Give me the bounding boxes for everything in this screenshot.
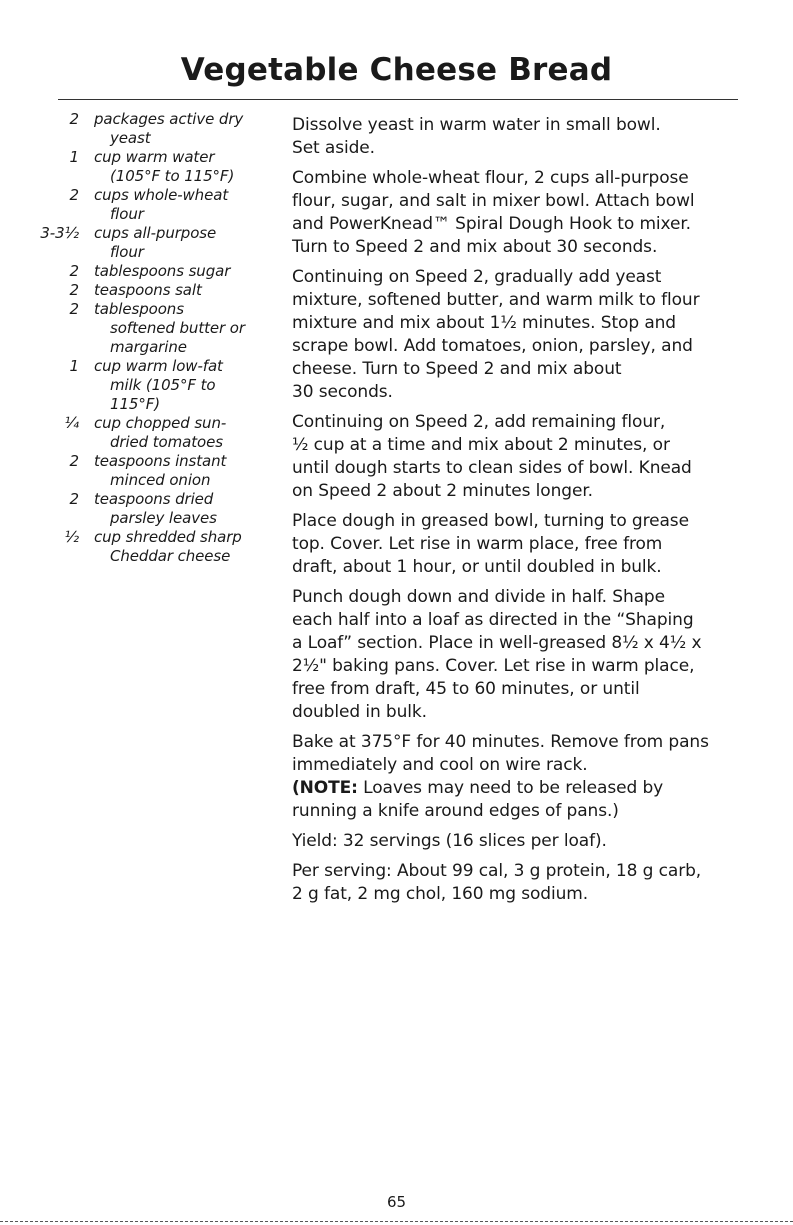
direction-line: cheese. Turn to Speed 2 and mix about — [292, 359, 622, 379]
direction-line: flour, sugar, and salt in mixer bowl. Attach bowl — [292, 191, 695, 211]
ingredient-text — [94, 148, 264, 186]
ingredient-item — [20, 148, 290, 186]
direction-line: ½ cup at a time and mix about 2 minutes, or — [292, 435, 670, 455]
bake-paragraph — [292, 731, 742, 823]
direction-line: mixture, softened butter, and warm milk to flour — [292, 290, 700, 310]
ingredient-line: cup warm low-fat — [94, 357, 223, 375]
ingredient-line: cups all-purpose — [94, 224, 217, 242]
ingredient-text — [94, 186, 264, 224]
ingredient-text — [94, 528, 264, 566]
ingredient-quantity: 2 — [69, 490, 79, 508]
direction-line: each half into a loaf as directed in the “Shaping — [292, 610, 694, 630]
ingredient-quantity: 1 — [69, 357, 79, 375]
ingredient-line: flour — [110, 205, 144, 223]
direction-line: top. Cover. Let rise in warm place, free from — [292, 534, 663, 554]
ingredient-text — [94, 490, 264, 528]
ingredient-line: tablespoons — [94, 300, 184, 318]
ingredient-line: Cheddar cheese — [110, 547, 231, 565]
ingredient-line: packages active dry — [94, 110, 244, 128]
ingredient-item — [20, 452, 290, 490]
ingredient-item — [20, 490, 290, 528]
ingredient-quantity: 2 — [69, 281, 79, 299]
ingredient-item — [20, 528, 290, 566]
ingredient-line: dried tomatoes — [110, 433, 223, 451]
direction-paragraph — [292, 167, 742, 259]
direction-line: scrape bowl. Add tomatoes, onion, parsley, and — [292, 336, 693, 356]
direction-line: Dissolve yeast in warm water in small bowl. — [292, 115, 661, 135]
ingredient-text — [94, 110, 264, 148]
ingredient-item — [20, 357, 290, 414]
direction-line: Turn to Speed 2 and mix about 30 seconds. — [292, 237, 658, 257]
yield-text: Yield: 32 servings (16 slices per loaf). — [292, 831, 607, 851]
ingredient-line: cup chopped sun- — [94, 414, 227, 432]
ingredient-line: tablespoons sugar — [94, 262, 231, 280]
ingredient-text — [94, 452, 264, 490]
ingredient-item — [20, 262, 290, 281]
direction-line: until dough starts to clean sides of bowl. Knead — [292, 458, 692, 478]
ingredient-line: flour — [110, 243, 144, 261]
ingredient-text — [94, 281, 264, 300]
ingredient-quantity: 2 — [69, 262, 79, 280]
ingredient-line: teaspoons dried — [94, 490, 214, 508]
ingredient-line: softened butter or — [110, 319, 245, 337]
ingredient-line: parsley leaves — [110, 509, 217, 527]
ingredient-quantity: 2 — [69, 186, 79, 204]
directions — [292, 114, 742, 913]
ingredient-text — [94, 357, 264, 414]
direction-line: draft, about 1 hour, or until doubled in bulk. — [292, 557, 662, 577]
ingredient-line: margarine — [110, 338, 187, 356]
direction-line: 2½" baking pans. Cover. Let rise in warm place, — [292, 656, 695, 676]
ingredient-quantity: 3-3½ — [40, 224, 79, 242]
ingredient-line: teaspoons instant — [94, 452, 227, 470]
page-title: Vegetable Cheese Bread — [180, 52, 613, 88]
note-label: (NOTE: — [292, 778, 358, 798]
direction-line: Combine whole-wheat flour, 2 cups all-purpose — [292, 168, 689, 188]
ingredient-item — [20, 300, 290, 357]
ingredient-item — [20, 414, 290, 452]
direction-line: 30 seconds. — [292, 382, 393, 402]
direction-line: Continuing on Speed 2, add remaining flour, — [292, 412, 666, 432]
ingredient-text — [94, 414, 264, 452]
direction-paragraph — [292, 114, 742, 160]
note-text: Loaves may need to be released by — [357, 778, 664, 798]
ingredient-line: yeast — [110, 129, 151, 147]
direction-line: Continuing on Speed 2, gradually add yeast — [292, 267, 662, 287]
ingredient-quantity: 2 — [69, 300, 79, 318]
ingredient-item — [20, 224, 290, 262]
ingredient-line: milk (105°F to — [110, 376, 216, 394]
ingredient-item — [20, 110, 290, 148]
ingredient-quantity: ½ — [64, 528, 79, 546]
direction-line: mixture and mix about 1½ minutes. Stop and — [292, 313, 677, 333]
ingredient-line: (105°F to 115°F) — [110, 167, 235, 185]
page-bottom-border — [0, 1221, 793, 1222]
ingredient-item — [20, 281, 290, 300]
direction-paragraph — [292, 510, 742, 579]
ingredient-quantity: 1 — [69, 148, 79, 166]
ingredient-quantity: 2 — [69, 452, 79, 470]
yield-paragraph — [292, 830, 742, 853]
direction-paragraph — [292, 266, 742, 404]
ingredient-line: cup warm water — [94, 148, 215, 166]
direction-line: doubled in bulk. — [292, 702, 427, 722]
direction-paragraph — [292, 586, 742, 724]
ingredient-item — [20, 186, 290, 224]
page-number: 65 — [386, 1193, 407, 1211]
direction-paragraph — [292, 411, 742, 503]
direction-line: on Speed 2 about 2 minutes longer. — [292, 481, 593, 501]
nutrition-paragraph — [292, 860, 742, 906]
bake-line: immediately and cool on wire rack. — [292, 755, 588, 775]
ingredient-line: cup shredded sharp — [94, 528, 242, 546]
ingredient-line: teaspoons salt — [94, 281, 202, 299]
direction-line: a Loaf” section. Place in well-greased 8½ x 4½ x — [292, 633, 702, 653]
direction-line: Punch dough down and divide in half. Shape — [292, 587, 665, 607]
bake-line: Bake at 375°F for 40 minutes. Remove from pans — [292, 732, 709, 752]
direction-line: free from draft, 45 to 60 minutes, or until — [292, 679, 640, 699]
ingredient-text — [94, 262, 264, 281]
direction-line: Set aside. — [292, 138, 375, 158]
ingredient-text — [94, 224, 264, 262]
direction-line: and PowerKnead™ Spiral Dough Hook to mixer. — [292, 214, 691, 234]
ingredient-quantity: 2 — [69, 110, 79, 128]
note-line: running a knife around edges of pans.) — [292, 801, 619, 821]
ingredient-line: 115°F) — [110, 395, 161, 413]
nutrition-line: 2 g fat, 2 mg chol, 160 mg sodium. — [292, 884, 589, 904]
ingredient-quantity: ¼ — [64, 414, 79, 432]
nutrition-line: Per serving: About 99 cal, 3 g protein, 18 g carb, — [292, 861, 702, 881]
ingredient-list — [20, 110, 290, 566]
note-line — [292, 777, 742, 800]
title-divider — [58, 99, 738, 100]
ingredient-line: cups whole-wheat — [94, 186, 229, 204]
direction-line: Place dough in greased bowl, turning to grease — [292, 511, 689, 531]
ingredient-text — [94, 300, 264, 357]
ingredient-line: minced onion — [110, 471, 211, 489]
